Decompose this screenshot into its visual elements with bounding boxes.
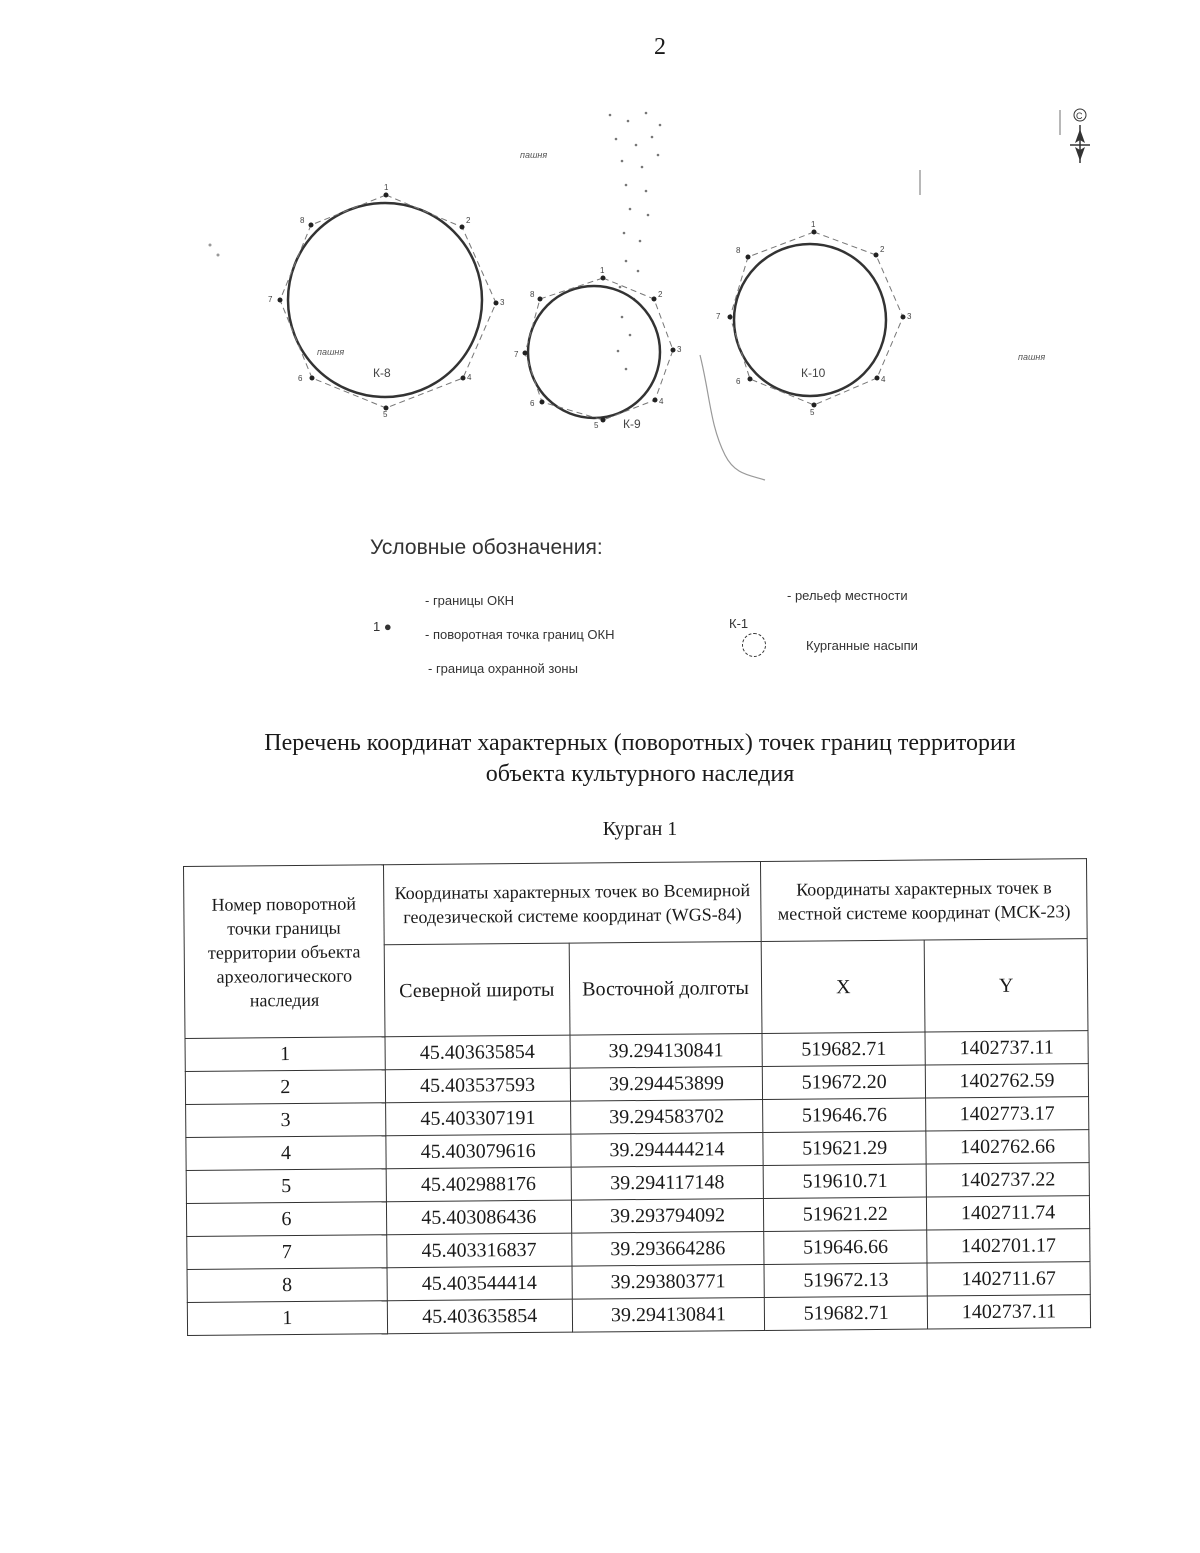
- point-label: 7: [514, 350, 519, 359]
- cell-lat: 45.403635854: [387, 1299, 572, 1334]
- point-label: 2: [880, 245, 885, 254]
- compass-icon: [1070, 109, 1090, 163]
- compass-letter: С: [1076, 111, 1083, 121]
- cell-lon: 39.294444214: [570, 1132, 763, 1167]
- point-label: 8: [530, 290, 535, 299]
- cell-y: 1402711.74: [927, 1196, 1090, 1230]
- kurgan-caption: Курган 1: [602, 818, 678, 840]
- point-label: 7: [268, 295, 273, 304]
- cell-point: 3: [186, 1103, 386, 1138]
- cell-x: 519672.13: [764, 1263, 927, 1297]
- cell-point: 1: [185, 1037, 385, 1072]
- point-label: 8: [736, 246, 741, 255]
- title-line-2: объекта культурного наследия: [485, 761, 795, 787]
- document-title: [180, 728, 1100, 790]
- header-longitude: Восточной долготы: [569, 941, 763, 1035]
- table-row: [187, 1295, 1090, 1336]
- point-label: 5: [594, 421, 599, 430]
- mound-label: К-10: [801, 366, 826, 380]
- cell-lat: 45.403537593: [385, 1068, 570, 1103]
- cell-y: 1402762.66: [926, 1130, 1089, 1164]
- cell-y: 1402737.22: [926, 1163, 1089, 1197]
- cell-point: 4: [186, 1136, 386, 1171]
- cell-point: 6: [186, 1202, 386, 1237]
- cell-x: 519682.71: [765, 1296, 928, 1330]
- cell-lat: 45.403079616: [386, 1134, 571, 1169]
- point-label: 4: [881, 375, 886, 384]
- cell-lat: 45.402988176: [386, 1167, 571, 1202]
- survey-dot: [217, 254, 220, 257]
- point-label: 7: [716, 312, 721, 321]
- cell-lat: 45.403086436: [386, 1200, 571, 1235]
- point-label: 3: [677, 345, 682, 354]
- cell-point: 2: [185, 1070, 385, 1105]
- point-label: 5: [810, 408, 815, 417]
- cell-y: 1402737.11: [925, 1031, 1088, 1065]
- point-label: 2: [658, 290, 663, 299]
- cell-lon: 39.294453899: [570, 1066, 763, 1101]
- header-wgs84: Координаты характерных точек во Всемирной геодезической системе координат (WGS-84): [383, 861, 761, 944]
- point-label: 2: [466, 216, 471, 225]
- cell-lon: 39.294130841: [572, 1297, 765, 1332]
- legend-boundary: - границы ОКН: [425, 593, 515, 608]
- cell-y: 1402701.17: [927, 1229, 1090, 1263]
- mound-k10: [716, 220, 912, 417]
- legend-mounds: Курганные насыпи: [806, 638, 918, 653]
- point-label: 1: [811, 220, 816, 229]
- mound-k9: [514, 266, 682, 431]
- cell-lat: 45.403316837: [387, 1233, 572, 1268]
- page-number: 2: [654, 34, 666, 60]
- site-scheme: [190, 95, 1110, 490]
- mound-circle-icon: [742, 633, 766, 657]
- legend-relief: - рельеф местности: [787, 588, 908, 603]
- cell-x: 519646.76: [763, 1098, 926, 1132]
- point-label: 1: [600, 266, 605, 275]
- cell-x: 519672.20: [763, 1065, 926, 1099]
- cell-point: 8: [187, 1268, 387, 1303]
- mound-label: К-8: [373, 366, 391, 380]
- field-label: пашня: [1018, 352, 1046, 362]
- cell-x: 519646.66: [764, 1230, 927, 1264]
- cell-lon: 39.293664286: [571, 1231, 764, 1266]
- point-label: 4: [659, 397, 664, 406]
- cell-point: 7: [187, 1235, 387, 1270]
- field-label: пашня: [317, 347, 345, 357]
- header-x: X: [762, 940, 926, 1033]
- point-label: 1: [384, 183, 389, 192]
- cell-x: 519682.71: [762, 1032, 925, 1066]
- cell-x: 519610.71: [764, 1164, 927, 1198]
- cell-x: 519621.29: [763, 1131, 926, 1165]
- legend-turn-point-marker: [373, 619, 392, 634]
- cell-lon: 39.294583702: [570, 1099, 763, 1134]
- cell-lat: 45.403307191: [385, 1101, 570, 1136]
- mound-label: К-9: [623, 417, 641, 431]
- cell-point: 5: [186, 1169, 386, 1204]
- point-label: 3: [907, 312, 912, 321]
- cell-y: 1402737.11: [927, 1295, 1090, 1329]
- cell-lat: 45.403635854: [385, 1035, 570, 1070]
- point-label: 6: [530, 399, 535, 408]
- relief-band: [609, 112, 662, 371]
- turn-point-number: 1: [373, 619, 381, 634]
- mound-k8: [268, 183, 505, 419]
- cell-lon: 39.294117148: [571, 1165, 764, 1200]
- header-latitude: Северной широты: [384, 943, 570, 1037]
- table-body: [185, 1031, 1091, 1336]
- cell-lat: 45.403544414: [387, 1266, 572, 1301]
- cell-lon: 39.293803771: [572, 1264, 765, 1299]
- legend-mound-marker: К-1: [729, 616, 749, 631]
- cell-lon: 39.293794092: [571, 1198, 764, 1233]
- point-label: 3: [500, 298, 505, 307]
- point-label: 6: [298, 374, 303, 383]
- survey-dot: [209, 244, 212, 247]
- point-label: 4: [467, 373, 472, 382]
- coordinates-table: [183, 858, 1091, 1336]
- point-label: 8: [300, 216, 305, 225]
- cell-y: 1402711.67: [927, 1262, 1090, 1296]
- cell-lon: 39.294130841: [570, 1033, 763, 1068]
- field-label: пашня: [520, 150, 548, 160]
- title-line-1: Перечень координат характерных (поворотных) точек границ территории: [264, 730, 1016, 756]
- point-label: 5: [383, 410, 388, 419]
- point-label: 6: [736, 377, 741, 386]
- header-msk23: Координаты характерных точек в местной системе координат (МСК-23): [761, 859, 1087, 942]
- legend-protection-zone: - граница охранной зоны: [428, 661, 578, 676]
- cell-y: 1402773.17: [926, 1097, 1089, 1131]
- cell-x: 519621.22: [764, 1197, 927, 1231]
- legend-title: Условные обозначения:: [370, 536, 603, 559]
- cell-y: 1402762.59: [925, 1064, 1088, 1098]
- cell-point: 1: [187, 1301, 387, 1336]
- header-point-number: Номер поворотной точки границы территории объекта археологического наследия: [184, 865, 385, 1039]
- turn-point-icon: ●: [380, 619, 392, 634]
- legend-turn-point: - поворотная точка границ ОКН: [425, 627, 615, 642]
- header-y: Y: [924, 939, 1088, 1032]
